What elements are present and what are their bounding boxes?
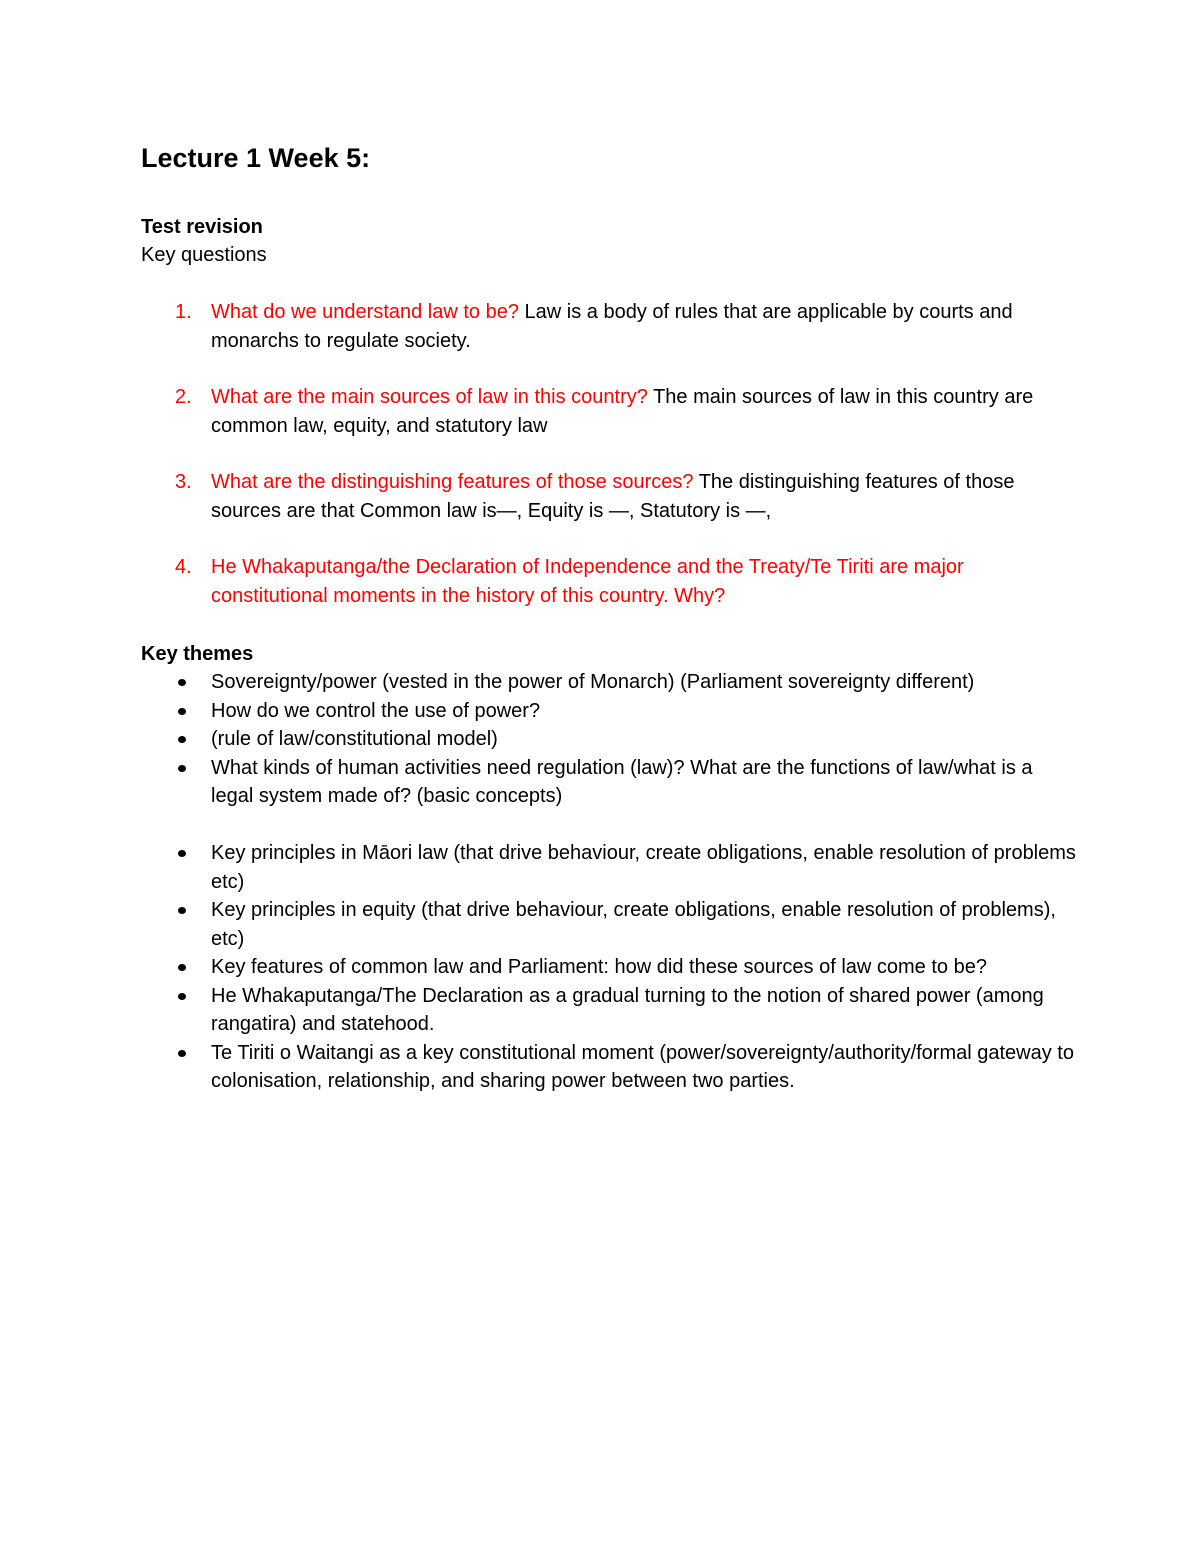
bullet-icon xyxy=(178,708,186,715)
theme-text: Sovereignty/power (vested in the power of Monarch) (Parliament sovereignty different) xyxy=(211,671,975,693)
theme-text: Key principles in Māori law (that drive behaviour, create obligations, enable resolution of problems etc) xyxy=(211,842,1076,893)
theme-text: (rule of law/constitutional model) xyxy=(211,728,498,750)
question-item-3 xyxy=(141,468,1071,526)
bullet-icon xyxy=(178,964,186,971)
bullet-icon xyxy=(178,765,186,772)
theme-item-2 xyxy=(141,697,1076,726)
theme-text: How do we control the use of power? xyxy=(211,699,541,722)
question-text-block xyxy=(211,298,1071,356)
theme-item-8 xyxy=(141,982,1076,1039)
question-text: What are the distinguishing features of those sources? xyxy=(211,471,694,493)
question-item-4 xyxy=(141,553,1071,611)
page-title: Lecture 1 Week 5: xyxy=(141,143,371,173)
question-number: 3. xyxy=(175,471,192,493)
theme-text: Key features of common law and Parliament: how did these sources of law come to be? xyxy=(211,956,987,978)
key-questions-subheading: Key questions xyxy=(141,244,267,266)
bullet-icon xyxy=(178,679,186,686)
theme-item-1 xyxy=(141,668,1076,697)
bullet-icon xyxy=(178,993,186,1000)
key-themes-list xyxy=(141,668,1076,1096)
theme-item-7 xyxy=(141,953,1076,982)
question-item-1 xyxy=(141,298,1071,356)
question-number: 2. xyxy=(175,386,192,408)
question-number: 4. xyxy=(175,556,192,578)
question-text-block xyxy=(211,383,1071,441)
theme-text: Key principles in equity (that drive behaviour, create obligations, enable resolution of problems), etc) xyxy=(211,899,1056,950)
theme-item-3 xyxy=(141,725,1076,754)
bullet-icon xyxy=(178,1050,186,1057)
bullet-icon xyxy=(178,907,186,914)
question-item-2 xyxy=(141,383,1071,441)
theme-item-4 xyxy=(141,754,1076,811)
question-text-block xyxy=(211,553,1071,611)
bullet-icon xyxy=(178,850,186,857)
theme-text: He Whakaputanga/The Declaration as a gradual turning to the notion of shared power (among rangatira) and statehood. xyxy=(211,984,1044,1035)
question-text: What are the main sources of law in this country? xyxy=(211,386,648,408)
answer-text: Law is a body of rules that are applicable by courts and monarchs to regulate society. xyxy=(211,301,1013,352)
key-themes-heading: Key themes xyxy=(141,643,254,665)
theme-text: What kinds of human activities need regulation (law)? What are the functions of law/what is a legal system made of? (basic concepts) xyxy=(211,756,1033,807)
test-revision-heading: Test revision xyxy=(141,216,263,238)
answer-text: The distinguishing features of those sources are that Common law is—, Equity is —, Statutory is —, xyxy=(211,471,1015,522)
answer-text: The main sources of law in this country are common law, equity, and statutory law xyxy=(211,386,1034,437)
theme-item-5 xyxy=(141,839,1076,896)
question-number: 1. xyxy=(175,301,192,323)
question-text-block xyxy=(211,468,1071,526)
question-text: He Whakaputanga/the Declaration of Independence and the Treaty/Te Tiriti are major constitutional moments in the history of this country. Why? xyxy=(211,556,964,607)
theme-item-6 xyxy=(141,896,1076,953)
theme-item-9 xyxy=(141,1039,1076,1096)
theme-text: Te Tiriti o Waitangi as a key constitutional moment (power/sovereignty/authority/formal gateway to colonisation, relationship, and sharing power between two parties. xyxy=(211,1041,1074,1092)
bullet-icon xyxy=(178,736,186,743)
question-text: What do we understand law to be? xyxy=(211,301,519,323)
